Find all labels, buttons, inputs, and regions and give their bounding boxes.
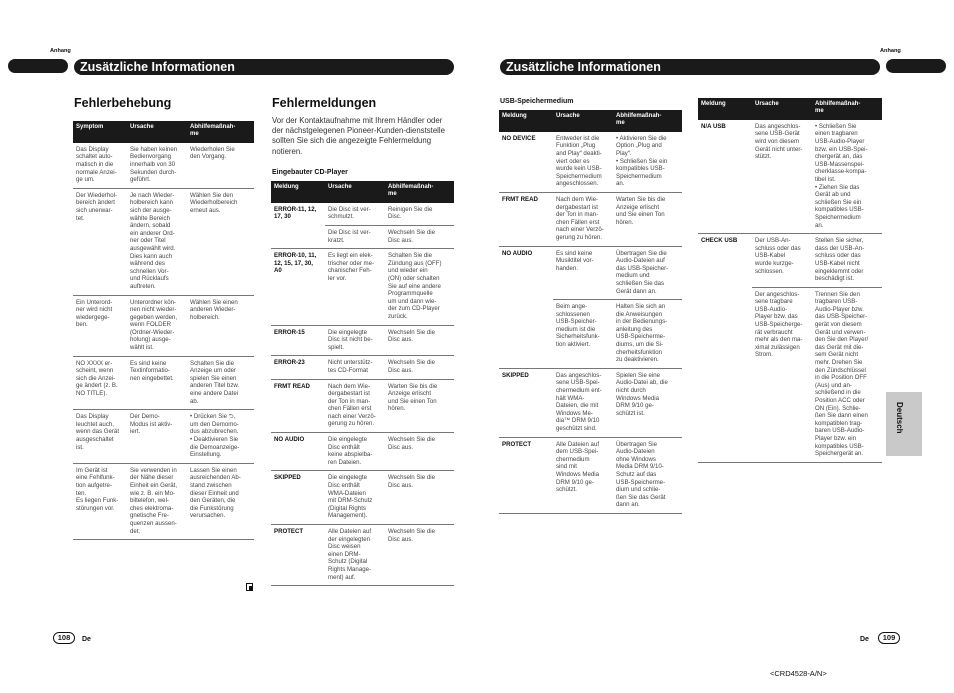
table-cell: Alle Dateien auf dem USB-Spei- chermedium sind mit Windows Media DRM 9/10 ge- schützt. — [553, 437, 613, 513]
table-cell: Nicht unterstütz- tes CD-Format — [325, 356, 385, 379]
usb-error-table-2 — [698, 98, 882, 463]
table-cell: Der angeschlos- sene tragbare USB-Audio- Player bzw. das USB-Speicherge- rät verbraucht mehr als den ma- ximal zulässigen Strom. — [752, 287, 812, 462]
table-row — [271, 226, 454, 249]
table-cell: Stellen Sie sicher, dass der USB-An- schluss oder das USB-Kabel nicht eingeklemmt oder beschädigt ist. — [812, 234, 882, 288]
table-row — [499, 368, 682, 437]
table-cell: ERROR-10, 11, 12, 15, 17, 30, A0 — [271, 249, 325, 325]
cd-player-subtitle: Eingebauter CD-Player — [272, 169, 348, 176]
left-page-number: 108 — [53, 632, 75, 644]
usb-subtitle: USB-Speichermedium — [500, 98, 574, 105]
column-header: Symptom — [73, 121, 127, 143]
table-cell: Die eingelegte Disc enthält keine abspielba- ren Dateien. — [325, 433, 385, 471]
table-cell: Es sind keine Musiktitel vor- handen. — [553, 246, 613, 300]
table-cell: Wechseln Sie die Disc aus. — [385, 226, 454, 249]
column-header: Meldung — [698, 98, 752, 120]
left-lang: De — [82, 636, 91, 643]
table-row — [73, 143, 254, 188]
table-cell: Wiederholen Sie den Vorgang. — [187, 143, 254, 188]
usb-error-table — [499, 110, 682, 514]
table-cell: Wählen Sie den Wiederholbereich erneut aus. — [187, 188, 254, 295]
table-cell: SKIPPED — [271, 471, 325, 525]
table-row — [698, 234, 882, 288]
table-row — [499, 132, 682, 193]
table-cell: Im Gerät ist eine Fehlfunk- tion aufgetre- ten. Es liegen Funk- störungen vor. — [73, 463, 127, 539]
table-cell: Warten Sie bis die Anzeige erlischt und Sie einen Ton hören. — [613, 192, 682, 246]
table-cell — [499, 300, 553, 369]
end-mark-icon — [246, 583, 253, 591]
language-side-tab — [886, 392, 922, 456]
table-cell: Nach dem Wie- dergabestart ist der Ton in man- chen Fällen erst nach einer Verzö- gerung zu hören. — [325, 379, 385, 433]
table-cell: Der USB-An- schluss oder das USB-Kabel wurde kurzge- schlossen. — [752, 234, 812, 288]
table-cell: Das Display leuchtet auch, wenn das Gerät ausgeschaltet ist. — [73, 410, 127, 464]
table-row — [271, 325, 454, 356]
table-cell: FRMT READ — [271, 379, 325, 433]
table-cell: Sie verwenden in der Nähe dieser Einheit ein Gerät, wie z. B. ein Mo- biltelefon, wel- ches elektroma- gnetische Fre- quenzen aussen- det. — [127, 463, 187, 539]
table-cell: Übertragen Sie Audio-Dateien ohne Windows Media DRM 9/10- Schutz auf das USB-Speicherme- dium und schlie- ßen Sie das Gerät dann an. — [613, 437, 682, 513]
table-row — [271, 356, 454, 379]
table-cell: Das angeschlos- sene USB-Gerät wird von diesem Gerät nicht unter- stützt. — [752, 120, 812, 234]
doc-code: <CRD4528-A/N> — [770, 669, 827, 678]
table-cell: Wechseln Sie die Disc aus. — [385, 325, 454, 356]
column-header: Ursache — [127, 121, 187, 143]
table-cell: PROTECT — [499, 437, 553, 513]
table-row — [698, 287, 882, 462]
column-header: Ursache — [325, 181, 385, 203]
table-cell: Warten Sie bis die Anzeige erlischt und Sie einen Ton hören. — [385, 379, 454, 433]
table-cell: Schalten Sie die Zündung aus (OFF) und wieder ein (ON) oder schalten Sie auf eine andere Programmquelle um und dann wie- der zum CD-Player zurück. — [385, 249, 454, 325]
right-lang: De — [860, 636, 869, 643]
table-row — [271, 379, 454, 433]
table-row — [698, 120, 882, 234]
table-cell: Wechseln Sie die Disc aus. — [385, 433, 454, 471]
table-cell: • Aktivieren Sie die Option „Plug and Play“. • Schließen Sie ein kompatibles USB- Speichermedium an. — [613, 132, 682, 193]
table-header-row — [499, 110, 682, 132]
table-cell: Es sind keine Textinformatio- nen eingebettet. — [127, 356, 187, 410]
table-row — [271, 203, 454, 226]
column-header: Ursache — [752, 98, 812, 120]
table-cell: • Schließen Sie einen tragbaren USB-Audio-Player bzw. ein USB-Spei- chergerät an, das USB-Massenspei- cherklasse-kompa- tibel ist. • Ziehen Sie das Gerät ab und schließen Sie ein kompatibles USB- Speichermedium an. — [812, 120, 882, 234]
left-page-label: Anhang — [50, 48, 71, 54]
table-row — [499, 437, 682, 513]
table-row — [73, 188, 254, 295]
column-header: Abhilfemaßnah- me — [187, 121, 254, 143]
table-cell: Lassen Sie einen ausreichenden Ab- stand zwischen dieser Einheit und den Geräten, die die Funkstörung verursachen. — [187, 463, 254, 539]
table-cell: NO AUDIO — [271, 433, 325, 471]
table-header-row — [698, 98, 882, 120]
table-cell: Die eingelegte Disc ist nicht be- spielt. — [325, 325, 385, 356]
right-header-tab — [886, 59, 946, 73]
table-cell: Wählen Sie einen anderen Wieder- holbereich. — [187, 295, 254, 356]
table-cell: Der Demo- Modus ist aktiv- iert. — [127, 410, 187, 464]
table-row — [271, 433, 454, 471]
troubleshooting-title: Fehlerbehebung — [74, 96, 172, 110]
right-page-label: Anhang — [880, 48, 901, 54]
table-row — [73, 356, 254, 410]
table-cell — [271, 226, 325, 249]
column-header: Abhilfemaßnah- me — [385, 181, 454, 203]
column-header: Meldung — [499, 110, 553, 132]
table-cell: FRMT READ — [499, 192, 553, 246]
table-row — [499, 300, 682, 369]
table-cell: Reinigen Sie die Disc. — [385, 203, 454, 226]
table-header-row — [73, 121, 254, 143]
table-row — [73, 410, 254, 464]
table-cell: NO XXXX er- scheint, wenn sich die Anzei- ge ändert (z. B. NO TITLE). — [73, 356, 127, 410]
troubleshooting-table — [73, 121, 254, 540]
column-header: Ursache — [553, 110, 613, 132]
table-cell: Unterordner kön- nen nicht wieder- gegeben werden, wenn FOLDER (Ordner-Wieder- holung) ausge- wählt ist. — [127, 295, 187, 356]
errors-intro: Vor der Kontaktaufnahme mit Ihrem Händler oder der nächstgelegenen Pioneer-Kunden-dienststelle sollten Sie sich die angezeigte Fehlermeldung notieren. — [272, 116, 445, 156]
table-cell: SKIPPED — [499, 368, 553, 437]
table-cell: Wechseln Sie die Disc aus. — [385, 471, 454, 525]
table-cell: Spielen Sie eine Audio-Datei ab, die nicht durch Windows Media DRM 9/10 ge- schützt ist. — [613, 368, 682, 437]
language-side-tab-label: Deutsch — [895, 402, 904, 434]
table-cell: Das Display schaltet auto- matisch in die normale Anzei- ge um. — [73, 143, 127, 188]
table-cell: Die Disc ist ver- kratzt. — [325, 226, 385, 249]
right-page-number: 109 — [878, 632, 900, 644]
table-cell: Trennen Sie den tragbaren USB- Audio-Player bzw. das USB-Speicher- gerät von diesem Gerät und verwen- den Sie den Player/ das Gerät mit die- sem Gerät nicht mehr. Drehen Sie den Zündschlüssel in die Position OFF (Aus) und an- schließend in die Position ACC oder ON (Ein). Schlie- ßen Sie dann einen kompatiblen trag- baren USB-Audio- Player bzw. ein kompatibles USB- Speichergerät an. — [812, 287, 882, 462]
table-cell: NO AUDIO — [502, 249, 533, 257]
table-cell: ERROR-15 — [271, 325, 325, 356]
column-header: Meldung — [271, 181, 325, 203]
table-cell: Alle Dateien auf der eingelegten Disc weisen einen DRM- Schutz (Digital Rights Manage- ment) auf. — [325, 525, 385, 586]
table-cell: Wechseln Sie die Disc aus. — [385, 525, 454, 586]
table-cell: Schalten Sie die Anzeige um oder spielen Sie einen anderen Titel bzw. eine andere Datei ab. — [187, 356, 254, 410]
table-cell: Das angeschlos- sene USB-Spei- chermedium ent- hält WMA- Dateien, die mit Windows Me- dia™ DRM 9/10 geschützt sind. — [553, 368, 613, 437]
table-cell: Der Wiederhol- bereich ändert sich unerwar- tet. — [73, 188, 127, 295]
table-cell: Ein Unterord- ner wird nicht wiedergege- ben. — [73, 295, 127, 356]
table-cell: • Drücken Sie ⮌, um den Demomo- dus abzubrechen. • Deaktivieren Sie die Demoanzeige- Einstellung. — [187, 410, 254, 464]
errors-title: Fehlermeldungen — [272, 96, 377, 110]
table-cell: N/A USB — [698, 120, 752, 234]
table-cell: Es liegt ein elek- trischer oder me- chanischer Feh- ler vor. — [325, 249, 385, 325]
table-cell: NO DEVICE — [499, 132, 553, 193]
table-cell: Entweder ist die Funktion „Plug and Play“ deakti- viert oder es wurde kein USB- Speichermedium angeschlossen. — [553, 132, 613, 193]
column-header: Abhilfemaßnah- me — [812, 98, 882, 120]
table-row — [271, 249, 454, 325]
right-section-title: Zusätzliche Informationen — [506, 60, 661, 74]
table-cell: PROTECT — [271, 525, 325, 586]
cd-error-table — [271, 181, 454, 586]
left-section-title: Zusätzliche Informationen — [80, 60, 235, 74]
table-cell: Wechseln Sie die Disc aus. — [385, 356, 454, 379]
table-header-row — [271, 181, 454, 203]
table-row — [73, 463, 254, 539]
table-cell: ERROR-23 — [271, 356, 325, 379]
table-cell: Die eingelegte Disc enthält WMA-Dateien mit DRM-Schutz (Digital Rights Management). — [325, 471, 385, 525]
table-cell: Halten Sie sich an die Anweisungen in der Bedienungs- anleitung des USB-Speicherme- diums, um die Si- cherheitsfunktion zu deaktivieren. — [613, 300, 682, 369]
left-header-tab — [8, 59, 68, 73]
table-cell: Die Disc ist ver- schmutzt. — [325, 203, 385, 226]
table-cell: CHECK USB — [701, 237, 738, 245]
table-row — [499, 246, 682, 300]
table-cell: Nach dem Wie- dergabestart ist der Ton in man- chen Fällen erst nach einer Verzö- gerung zu hören. — [553, 192, 613, 246]
table-cell: Übertragen Sie die Audio-Dateien auf das USB-Speicher- medium und schließen Sie das Gerät dann an. — [613, 246, 682, 300]
table-row — [499, 192, 682, 246]
column-header: Abhilfemaßnah- me — [613, 110, 682, 132]
table-cell: Sie haben keinen Bedienvorgang innerhalb von 30 Sekunden durch- geführt. — [127, 143, 187, 188]
table-cell: ERROR-11, 12, 17, 30 — [274, 205, 317, 221]
table-cell: Je nach Wieder- holbereich kann sich der ausge- wählte Bereich ändern, sobald ein anderer Ord- ner oder Titel ausgewählt wird. Dies kann auch während des schnellen Vor- und Rücklaufs auftreten. — [127, 188, 187, 295]
table-row — [271, 471, 454, 525]
table-cell: Beim ange- schlossenen USB-Speicher- medium ist die Sicherheitsfunk- tion aktiviert. — [553, 300, 613, 369]
table-row — [271, 525, 454, 586]
table-row — [73, 295, 254, 356]
table-cell — [698, 287, 752, 462]
